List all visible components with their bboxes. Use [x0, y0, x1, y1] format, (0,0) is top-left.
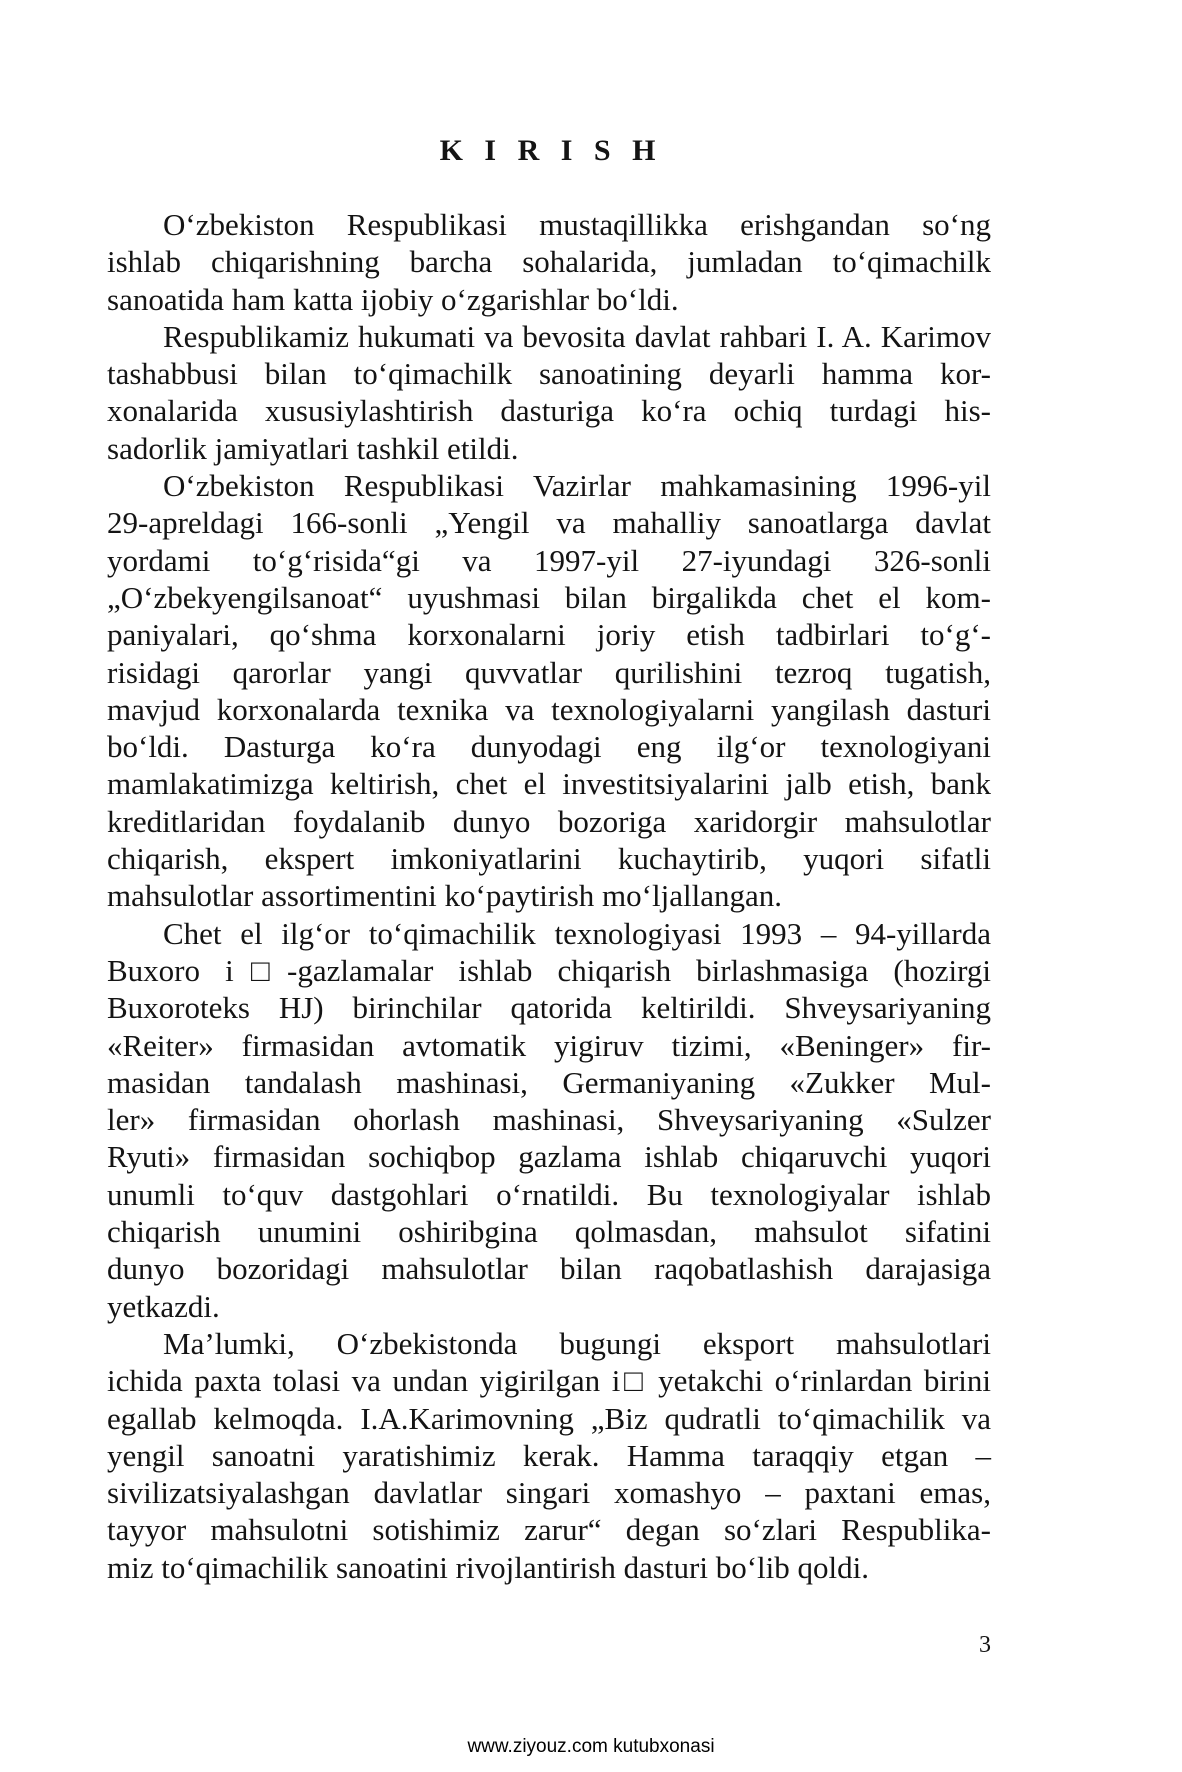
text-line: risidagi qarorlar yangi quvvatlar qurilishini tezroq tugatish,	[107, 654, 991, 690]
text-line: O‘zbekiston Respublikasi mustaqillikka erishgandan so‘ng	[163, 207, 991, 242]
text-line: miz to‘qimachilik sanoatini rivojlantirish dasturi bo‘lib qoldi.	[107, 1549, 869, 1585]
text-line: Ryuti» firmasidan sochiqbop gazlama ishlab chiqaruvchi yuqori	[107, 1139, 991, 1175]
text-line: dunyo bozoridagi mahsulotlar bilan raqobatlashish darajasiga	[107, 1251, 991, 1287]
text-line: chiqarish, ekspert imkoniyatlarini kuchaytirib, yuqori sifatli	[107, 841, 991, 877]
paragraph	[107, 1325, 991, 1586]
text-line: Ma’lumki, O‘zbekistonda bugungi eksport mahsulotlari	[163, 1325, 991, 1361]
text-line: paniyalari, qo‘shma korxonalarni joriy etish tadbirlari to‘g‘-	[107, 617, 991, 653]
text-line: Respublikamiz hukumati va bevosita davlat rahbari I. A. Karimov	[163, 318, 991, 354]
page-number: 3	[979, 1632, 991, 1658]
text-line: „O‘zbekyengilsanoat“ uyushmasi bilan birgalikda chet el kom-	[107, 579, 991, 615]
text-line: ichida paxta tolasi va undan yigirilgan i□ yetakchi o‘rinlardan birini	[107, 1363, 991, 1399]
paragraph	[107, 206, 991, 318]
text-line: mavjud korxonalarda texnika va texnologiyalarni yangilash dasturi	[107, 691, 991, 727]
text-line: sadorlik jamiyatlari tashkil etildi.	[107, 430, 519, 466]
body-text	[107, 206, 991, 1586]
text-line: «Reiter» firmasidan avtomatik yigiruv tizimi, «Beninger» fir-	[107, 1027, 991, 1063]
chapter-title: K I R I S H	[439, 134, 663, 167]
text-line: yengil sanoatni yaratishimiz kerak. Hamma taraqqiy etgan –	[107, 1437, 991, 1473]
text-line: sanoatida ham katta ijobiy o‘zgarishlar bo‘ldi.	[107, 281, 679, 317]
text-line: mahsulotlar assortimentini ko‘paytirish mo‘ljallangan.	[107, 878, 782, 914]
text-line: bo‘ldi. Dasturga ko‘ra dunyodagi eng ilg‘or texnologiyani	[107, 729, 991, 765]
text-line: chiqarish unumini oshiribgina qolmasdan, mahsulot sifatini	[107, 1214, 991, 1250]
text-line: unumli to‘quv dastgohlari o‘rnatildi. Bu texnologiyalar ishlab	[107, 1176, 991, 1212]
paragraph	[107, 467, 991, 915]
text-line: tayyor mahsulotni sotishimiz zarur“ degan so‘zlari Respublika-	[107, 1512, 991, 1548]
text-line: masidan tandalash mashinasi, Germaniyaning «Zukker Mul-	[107, 1064, 991, 1100]
text-line: 29-apreldagi 166-sonli „Yengil va mahalliy sanoatlarga davlat	[107, 505, 991, 541]
text-line: mamlakatimizga keltirish, chet el investitsiyalarini jalb etish, bank	[107, 766, 991, 802]
text-line: ler» firmasidan ohorlash mashinasi, Shveysariyaning «Sulzer	[107, 1102, 991, 1138]
text-line: yordami to‘g‘risida“gi va 1997-yil 27-iyundagi 326-sonli	[107, 542, 991, 578]
text-line: sivilizatsiyalashgan davlatlar singari xomashyo – paxtani emas,	[107, 1475, 991, 1511]
text-line: Buxoro i□-gazlamalar ishlab chiqarish birlashmasiga (hozirgi	[107, 952, 991, 988]
text-line: xonalarida xususiylashtirish dasturiga ko‘ra ochiq turdagi his-	[107, 393, 991, 429]
text-line: O‘zbekiston Respublikasi Vazirlar mahkamasining 1996-yil	[163, 468, 991, 504]
text-line: tashabbusi bilan to‘qimachilk sanoatining deyarli hamma kor-	[107, 356, 991, 392]
watermark-text: www.ziyouz.com kutubxonasi	[467, 1736, 715, 1757]
text-line: ishlab chiqarishning barcha sohalarida, jumladan to‘qimachilk	[107, 244, 991, 280]
text-line: Buxoroteks HJ) birinchilar qatorida keltirildi. Shveysariyaning	[107, 990, 991, 1026]
paragraph	[107, 318, 991, 467]
text-line: kreditlaridan foydalanib dunyo bozoriga xaridorgir mahsulotlar	[107, 803, 991, 839]
text-line: Chet el ilg‘or to‘qimachilik texnologiyasi 1993 – 94-yillarda	[163, 915, 991, 951]
text-line: yetkazdi.	[107, 1288, 220, 1324]
paragraph	[107, 915, 991, 1325]
text-line: egallab kelmoqda. I.A.Karimovning „Biz qudratli to‘qimachilik va	[107, 1400, 991, 1436]
